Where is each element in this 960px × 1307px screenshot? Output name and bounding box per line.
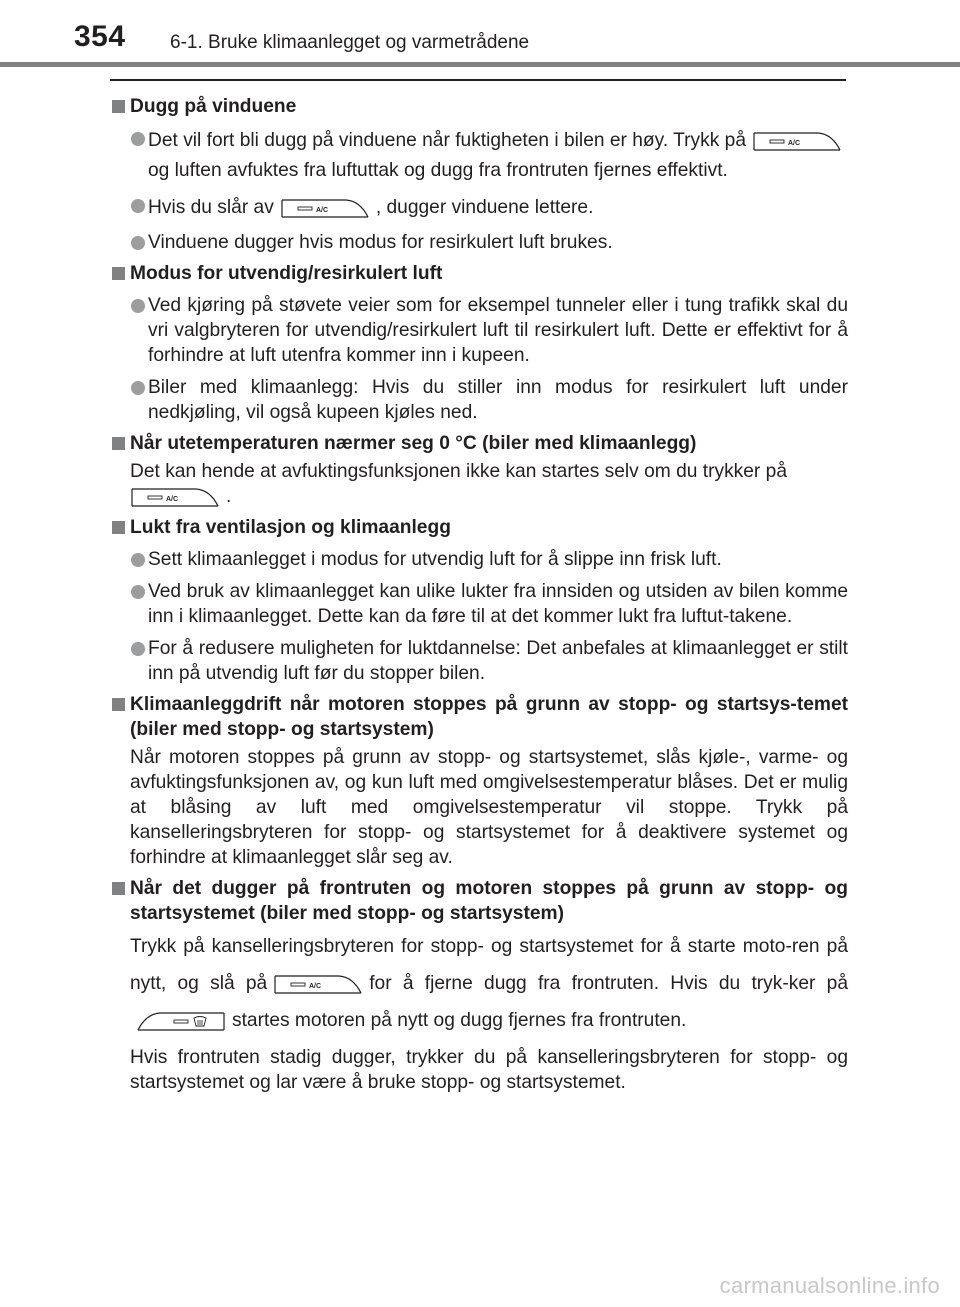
svg-text:A/C: A/C — [166, 495, 179, 503]
header-divider — [0, 62, 960, 67]
svg-text:A/C: A/C — [315, 206, 328, 214]
section-heading-modus: Modus for utvendig/resirkulert luft — [110, 261, 848, 286]
paragraph: Når motoren stoppes på grunn av stopp- og startsystemet, slås kjøle-, varme- og avfuktingsfunksjonen av, og kun luft med omgivelsestemperatur blåses. Det er mulig at blåsing av luft med omgivelsestemperatur vil stoppe. Trykk på kanselleringsbryteren for stopp- og startsystemet for å deaktivere systemet og forhindre at klimaanlegget slår seg av. — [130, 747, 848, 868]
footer-watermark: carmanualsonline.info — [719, 1273, 940, 1298]
list-item: Det vil fort bli dugg på vinduene når fuktigheten i bilen er høy. Trykk på A/C og luften avfuktes fra luftuttak og dugg fra frontruten fjernes effektivt. — [110, 126, 848, 186]
circle-bullet-icon — [131, 642, 145, 656]
svg-text:A/C: A/C — [788, 139, 801, 147]
circle-bullet-icon — [131, 585, 145, 599]
list-item: Vinduene dugger hvis modus for resirkulert luft brukes. — [110, 230, 848, 255]
list-item: Hvis du slår av A/C , dugger vinduene lettere. — [110, 193, 848, 223]
square-bullet-icon — [112, 521, 125, 534]
circle-bullet-icon — [131, 236, 145, 250]
ac-button-icon — [130, 486, 220, 508]
circle-bullet-icon — [131, 381, 145, 395]
section-heading-dugg-frontrute: Når det dugger på frontruten og motoren stoppes på grunn av stopp- og startsystemet (biler med stopp- og startsystem) — [110, 876, 848, 926]
paragraph: Det kan hende at avfuktingsfunksjonen ikke kan startes selv om du trykker på A/C . — [130, 461, 787, 507]
paragraph: Hvis frontruten stadig dugger, trykker du på kanselleringsbryteren for stopp- og startsystemet og lar være å bruke stopp- og startsystemet. — [130, 1047, 848, 1093]
circle-bullet-icon — [131, 132, 145, 146]
windshield-defroster-button-icon — [136, 1010, 226, 1032]
circle-bullet-icon — [131, 299, 145, 313]
page-number: 354 — [74, 20, 126, 53]
square-bullet-icon — [112, 100, 125, 113]
section-heading-dugg: Dugg på vinduene — [110, 94, 848, 119]
square-bullet-icon — [112, 267, 125, 280]
square-bullet-icon — [112, 698, 125, 711]
square-bullet-icon — [112, 882, 125, 895]
page-header-title: 6-1. Bruke klimaanlegget og varmetrådene — [170, 32, 530, 53]
square-bullet-icon — [112, 437, 125, 450]
list-item: Sett klimaanlegget i modus for utvendig luft for å slippe inn frisk luft. — [110, 547, 848, 572]
list-item: Biler med klimaanlegg: Hvis du stiller inn modus for resirkulert luft under nedkjøling, vil også kupeen kjøles ned. — [110, 375, 848, 425]
ac-button-icon — [273, 973, 363, 995]
section-divider — [110, 79, 846, 81]
section-heading-lukt: Lukt fra ventilasjon og klimaanlegg — [110, 515, 848, 540]
paragraph: Trykk på kanselleringsbryteren for stopp- og startsystemet for å starte moto-ren på nytt, og slå på A/C for å fjerne dugg fra frontruten. Hvis du tryk-ker på startes motoren på nytt og dugg fjernes fra frontruten. — [130, 936, 848, 1031]
list-item: For å redusere muligheten for luktdannelse: Det anbefales at klimaanlegget er stilt inn på utvendig luft før du stopper bilen. — [110, 636, 848, 686]
page-content — [110, 91, 848, 1101]
list-item: Ved bruk av klimaanlegget kan ulike lukter fra innsiden og utsiden av bilen komme inn i klimaanlegget. Dette kan da føre til at det kommer lukt fra luftut-takene. — [110, 579, 848, 629]
list-item: Ved kjøring på støvete veier som for eksempel tunneler eller i tung trafikk skal du vri valgbryteren for utvendig/resirkulert luft til resirkulert luft. Dette er effektivt for å forhindre at luft utenfra kommer inn i kupeen. — [110, 293, 848, 368]
section-heading-klimaanleggdrift: Klimaanleggdrift når motoren stoppes på grunn av stopp- og startsys-temet (biler med stopp- og startsystem) — [110, 692, 848, 742]
ac-button-icon — [280, 197, 370, 219]
circle-bullet-icon — [131, 199, 145, 213]
section-heading-utetemperatur: Når utetemperaturen nærmer seg 0 °C (biler med klimaanlegg) — [110, 431, 848, 456]
circle-bullet-icon — [131, 553, 145, 567]
svg-text:A/C: A/C — [309, 982, 322, 990]
ac-button-icon — [752, 130, 842, 152]
